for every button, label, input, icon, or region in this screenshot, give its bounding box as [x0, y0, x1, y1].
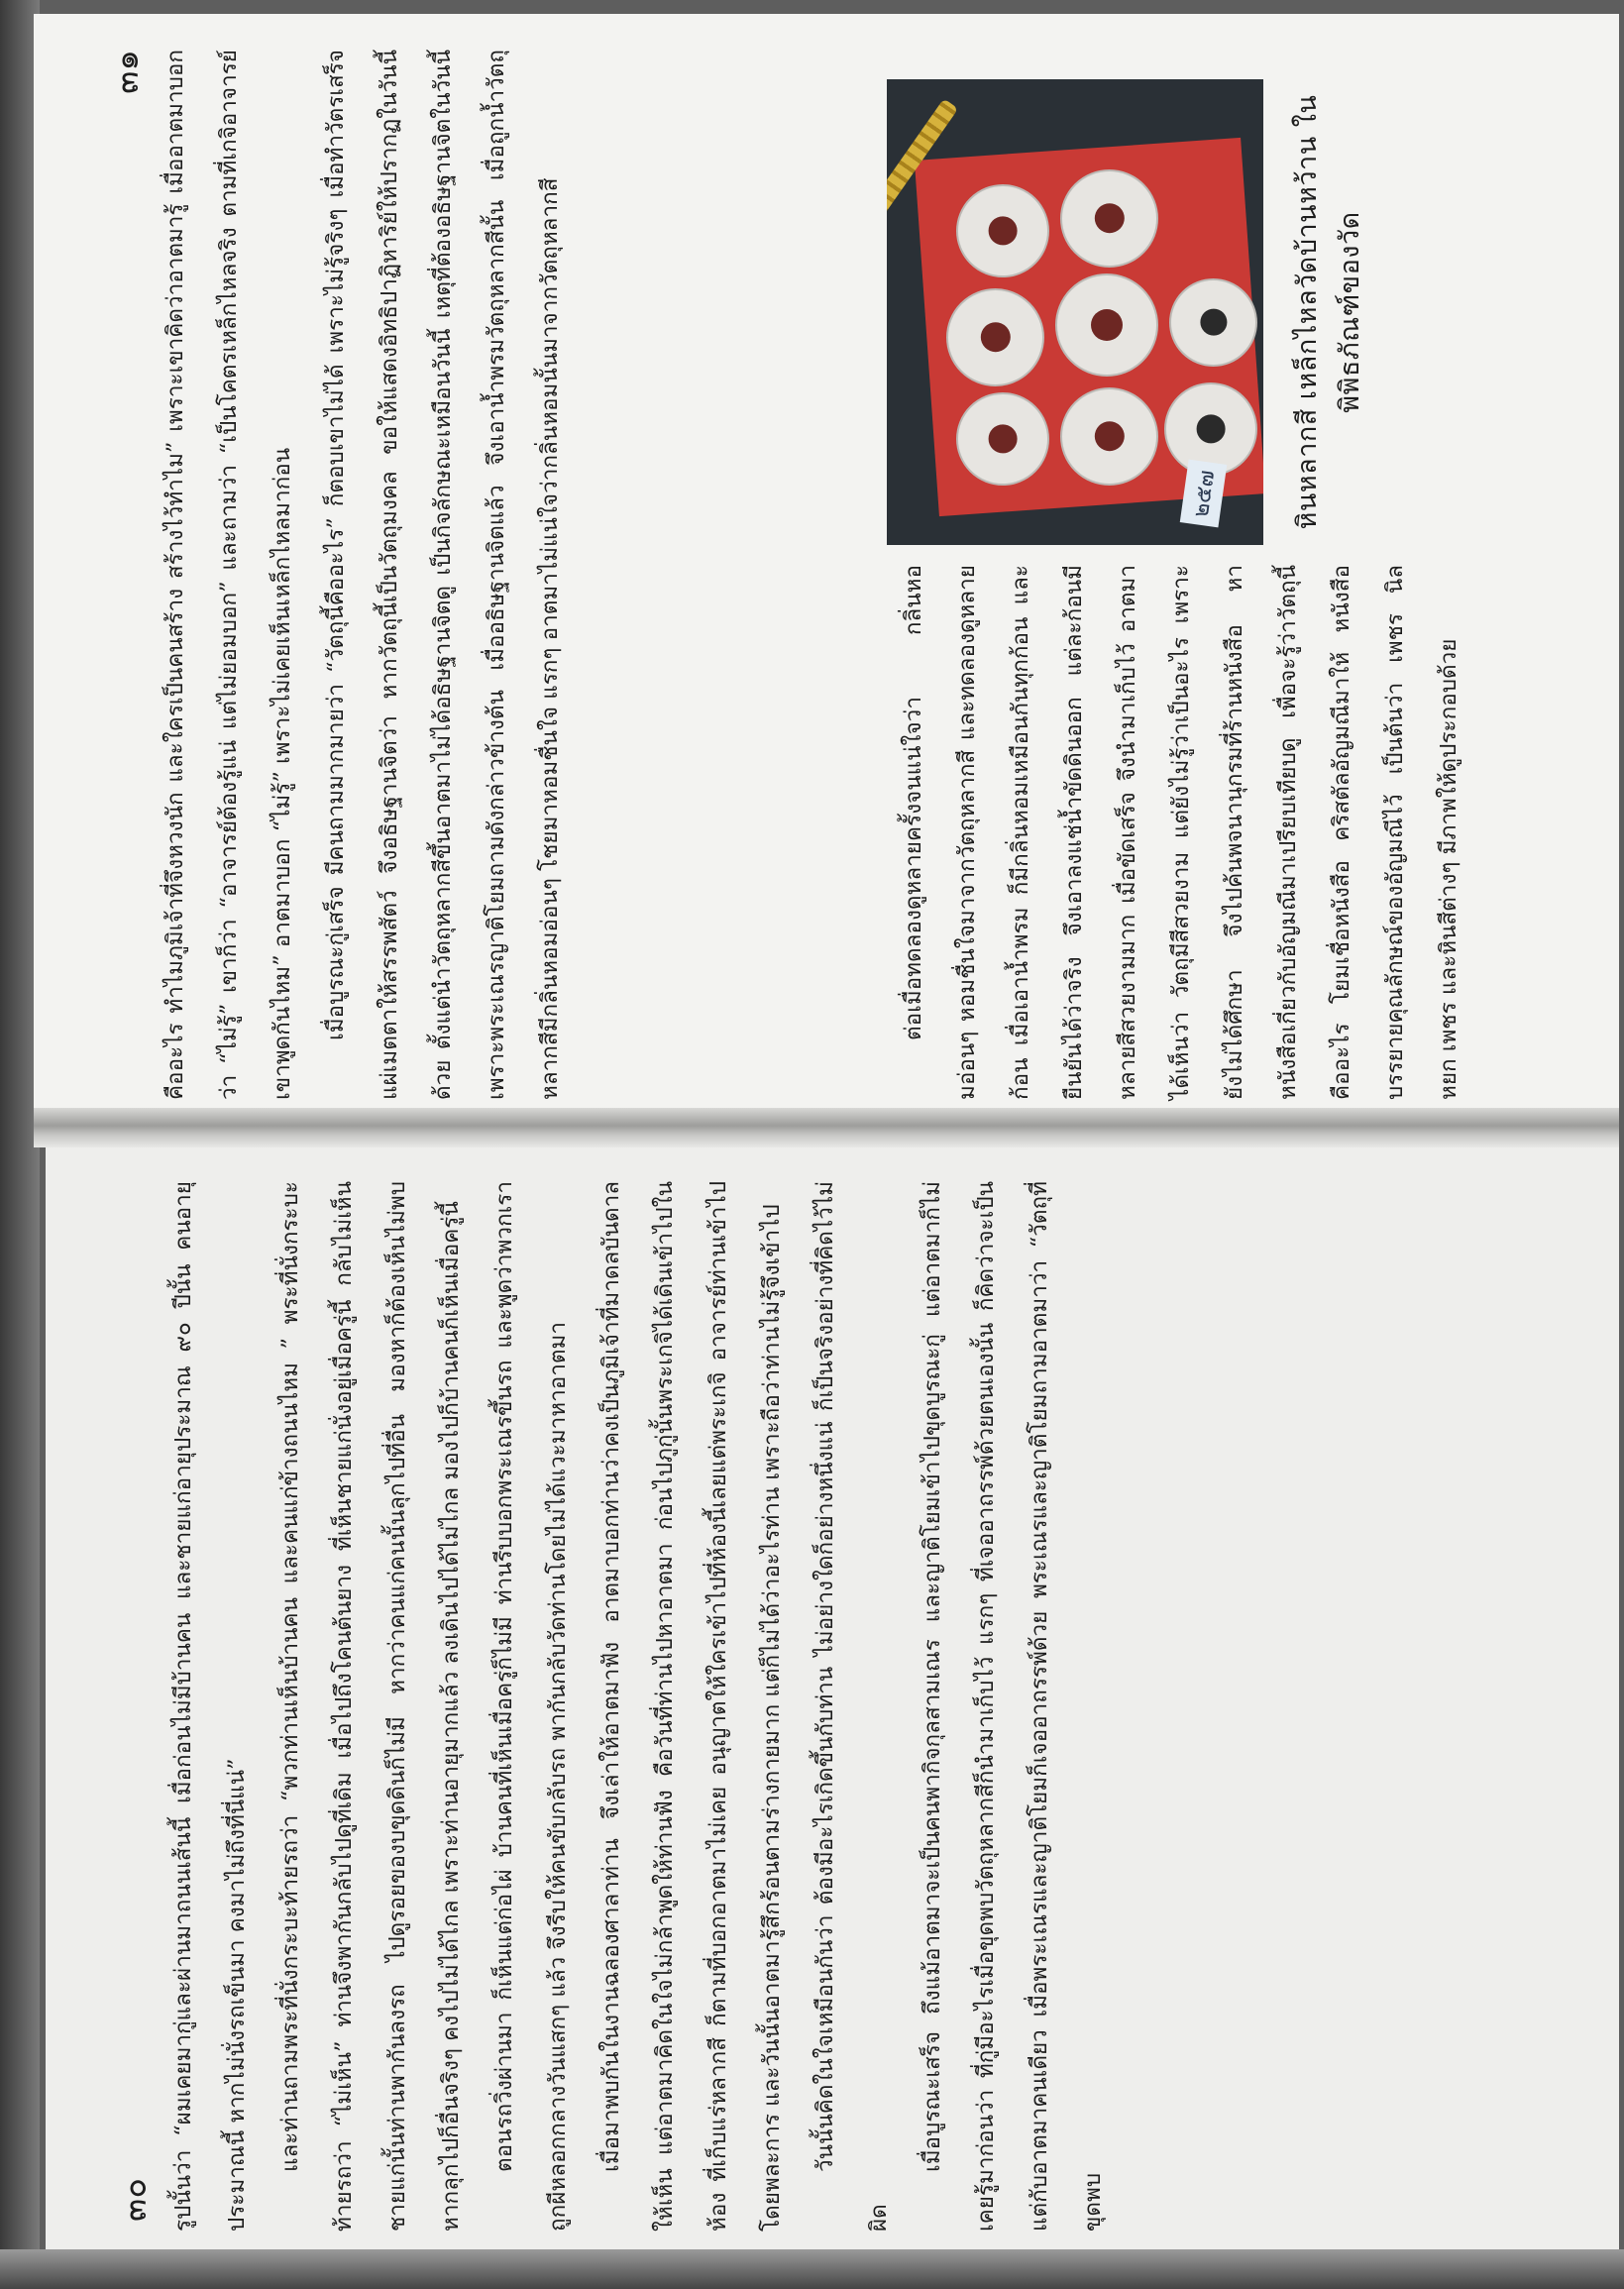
paragraph: ตอนรถวิ่งผ่านมา ก็เห็นแต่ก่อไผ่ บ้านคนที่เห็นเมื่อครู่ก็ไม่มี ท่านรีบบอกพระเณรขึ้นรถ และพูดว่าพวกเราถูกผีหลอกกลางวันแสกๆ แล้ว จึงรีบให้คนขับกลับรถ พากันกลับวัดท่านโดยไม่ได้แวะมาหาอาตมา	[491, 1181, 571, 2232]
paragraph: วันนั้นคิดในใจเหมือนกันว่า ต้องมีอะไรเกิดขึ้นกับท่าน ไม่อย่างใดก็อย่างหนึ่งแน่ ก็เป็นจริงอย่างที่คิดไว้ไม่ผิด	[812, 1181, 892, 2232]
paragraph: เมื่อมาพบกันในงานฉลองศาลาท่าน จึงเล่าให้อาตมาฟัง อาตมาบอกท่านว่าคงเป็นภูมิเจ้าที่มาดลบันดาลให้เห็น แต่อาตมาคิดในใจไม่กล้าพูดให้ท่านฟัง คือวันที่ท่านไปหาอาตมา ก่อนไปภูกู่นั้นพระเกจิได้เดินเข้าไปในห้อง ที่เก็บแร่หลากสี ก็ตามที่บอกอาตมาไม่เคย อนุญาตให้ใครเข้าไปที่ห้องนี้เลยแต่พระเกจิ อาจารย์ท่านเข้าไปโดยพละการ และวันนั้นอาตมารู้สึกร้อนตามร่างกายมาก แต่ก็ไม่ได้ว่าอะไรท่าน เพราะถือว่าท่านไม่รู้จึงเข้าไป	[598, 1181, 785, 2232]
stone-ring	[1169, 278, 1257, 367]
paragraph: เมื่อบูรณะกู่เสร็จ มีคนถามมากมายว่า “วัตถุนี้คืออะไร” ก็ตอบเขาไม่ได้ เพราะไม่รู้จริงๆ เมื่อทำวัตรเสร็จแผ่เมตตาให้สรรพสัตว์ จึงอธิษฐานจิตว่า หากวัตถุนี้เป็นวัตถุมงคล ขอให้แสดงอิทธิปาฏิหาริย์ให้ปรากฏในวันนี้ด้วย ตั้งแต่นำวัตถุหลากสีขึ้นอาตมาไม่ได้อธิษฐานจิตดู เป็นกิจลักษณะเหมือนวันนี้ เหตุที่ต้องอธิษฐานจิตในวันนี้ เพราะพระเณรญาติโยมถามดังกล่าวข้างต้น เมื่ออธิษฐานจิตแล้ว จึงเอาน้ำพรมวัตถุหลากสีนั้น เมื่อถูกน้ำวัตถุหลากสีมีกลิ่นหอมอ่อนๆ โชยมาหอมชื่นใจ แรกๆ อาตมาไม่แน่ใจว่ากลิ่นหอมนั้นมาจากวัตถุหลากสี	[323, 50, 563, 1100]
figure	[887, 79, 1370, 545]
body-text-top	[149, 50, 577, 1100]
figure-caption: หินหลากสี เหล็กไหลวัดบ้านหว้าน ในพิพิธภัณฑ์ของวัด	[1292, 94, 1365, 530]
page-number: ๓๑	[107, 50, 147, 94]
body-text-bottom	[887, 565, 1475, 1100]
stone-ring	[1055, 273, 1158, 377]
page-number: ๓๐	[115, 2178, 155, 2222]
body-text	[157, 1181, 1120, 2232]
paragraph: รูปนั้นว่า “ผมเคยมากู่และผ่านมาถนนเส้นนี้ เมื่อก่อนไม่มีบ้านคน และชายแก่อายุประมาณ ๙๐ ปีนั้น คนอายุประมาณนี้ หากไม่นั่งรถเข็นมา คงมาไม่ถึงที่นี่แน่”	[170, 1181, 250, 2232]
paragraph: เมื่อบูรณะเสร็จ ถึงแม้อาตมาจะเป็นคนพากิจกุลสามเณร และญาติโยมเข้าไปขุดบูรณะกู่ แต่อาตมาก็ไม่เคยรู้มาก่อนว่า ที่กู่มีอะไรเมื่อขุดพบวัตถุหลากสีก็นำมาเก็บไว้ แรกๆ ที่เจออาถรรพ์ด้วยตนเองนั้น ก็คิดว่าจะเป็นแต่กับอาตมาคนเดียว เมื่อพระเณรและญาติโยมก็เจออาถรรพ์ด้วย พระเณรและญาติโยมถามอาตมาว่า “วัตถุที่ขุดพบ	[920, 1181, 1106, 2232]
stone-ring	[956, 392, 1049, 486]
paragraph: คืออะไร ทำไมภูมิเจ้าที่จึงหวงนัก และใครเป็นคนสร้าง สร้างไว้ทำไม” เพราะเขาคิดว่าอาตมารู้ เมื่ออาตมาบอกว่า “ไม่รู้” เขาก็ว่า “อาจารย์ต้องรู้แน่ แต่ไม่ยอมบอก” และถามว่า “เป็นโคตรเหล็กไหลจริง ตามที่เกจิอาจารย์เขาพูดกันไหม” อาตมาบอก “ไม่รู้” เพราะไม่เคยเห็นเหล็กไหลมาก่อน	[162, 50, 295, 1100]
paragraph: และท่านถามพระที่นั่งกระบะท้ายรถว่า “พวกท่านเห็นบ้านคน และคนแก่ข้างถนนไหม ” พระที่นั่งกระบะท้ายรถว่า “ไม่เห็น” ท่านจึงพากันกลับไปดูที่เดิม เมื่อไปถึงโคนต้นยาง ที่เห็นชายแก่นั่งอยู่เมื่อครู่นี้ กลับไม่เห็นชายแก่นั้นท่านพากันลงรถ ไปดูรอยของบขุดดินก็ไม่มี หากว่าคนแก่คนนั้นลุกไปที่อื่น มองหาก็ต้องเห็นไม่พบ หากลุกไปก็อื่นจริงๆ คงไปไม่ได้ไกล เพราะท่านอายุมากแล้ว ลงเดินไปได้ไม่ไกล มองไปก็บ้านคนก็เห็นเมื่อครู่นี้	[277, 1181, 464, 2232]
page-left-content	[87, 1151, 1573, 2232]
paragraph: ต่อเมื่อทดลองดูหลายครั้งจนแน่ใจว่า กลิ่นหอมอ่อนๆ หอมชื่นใจมาจากวัตถุหลากสี และทดลองดูหลายก้อน เมื่อเอาน้ำพรม ก็มีกลิ่นหอมเหมือนกันทุกก้อน และยืนยันได้ว่าจริง จึงเอาลงแช่น้ำขัดดินออก แต่ละก้อนมีหลายสีสวยงามมาก เมื่อขัดเสร็จ จึงนำมาเก็บไว้ อาตมาได้เห็นว่า วัตถุมีสีสวยงาม แต่ยังไม่รู้ว่าเป็นอะไร เพราะยังไม่ได้ศึกษา จึงไปค้นพจนานุกรมที่ร้านหนังสือ หาหนังสือเกี่ยวกับอัญมณีมาเปรียบเทียบดู เพื่อจะรู้ว่าวัตถุนี้คืออะไร โยมเชื่อหนังสือ คริสตัลอัญมณีมาให้ หนังสือบรรยายคุณลักษณ์ของอัญมณีไว้ เป็นต้นว่า เพชร นิล หยก เพชร และหินสีต่างๆ มีภาพให้ดูประกอบด้วย	[901, 565, 1462, 1100]
stones-photo	[887, 79, 1263, 545]
label-tag: ๒๕๗	[1180, 460, 1227, 528]
book-spine	[34, 1108, 1619, 1147]
stone-ring	[956, 184, 1049, 277]
stone-ring	[1164, 382, 1257, 476]
scan-shadow-bottom	[0, 2249, 1624, 2289]
stone-ring	[946, 288, 1044, 386]
page-right-content	[79, 20, 1566, 1100]
stone-ring	[1060, 169, 1158, 268]
stone-ring	[1060, 387, 1158, 486]
